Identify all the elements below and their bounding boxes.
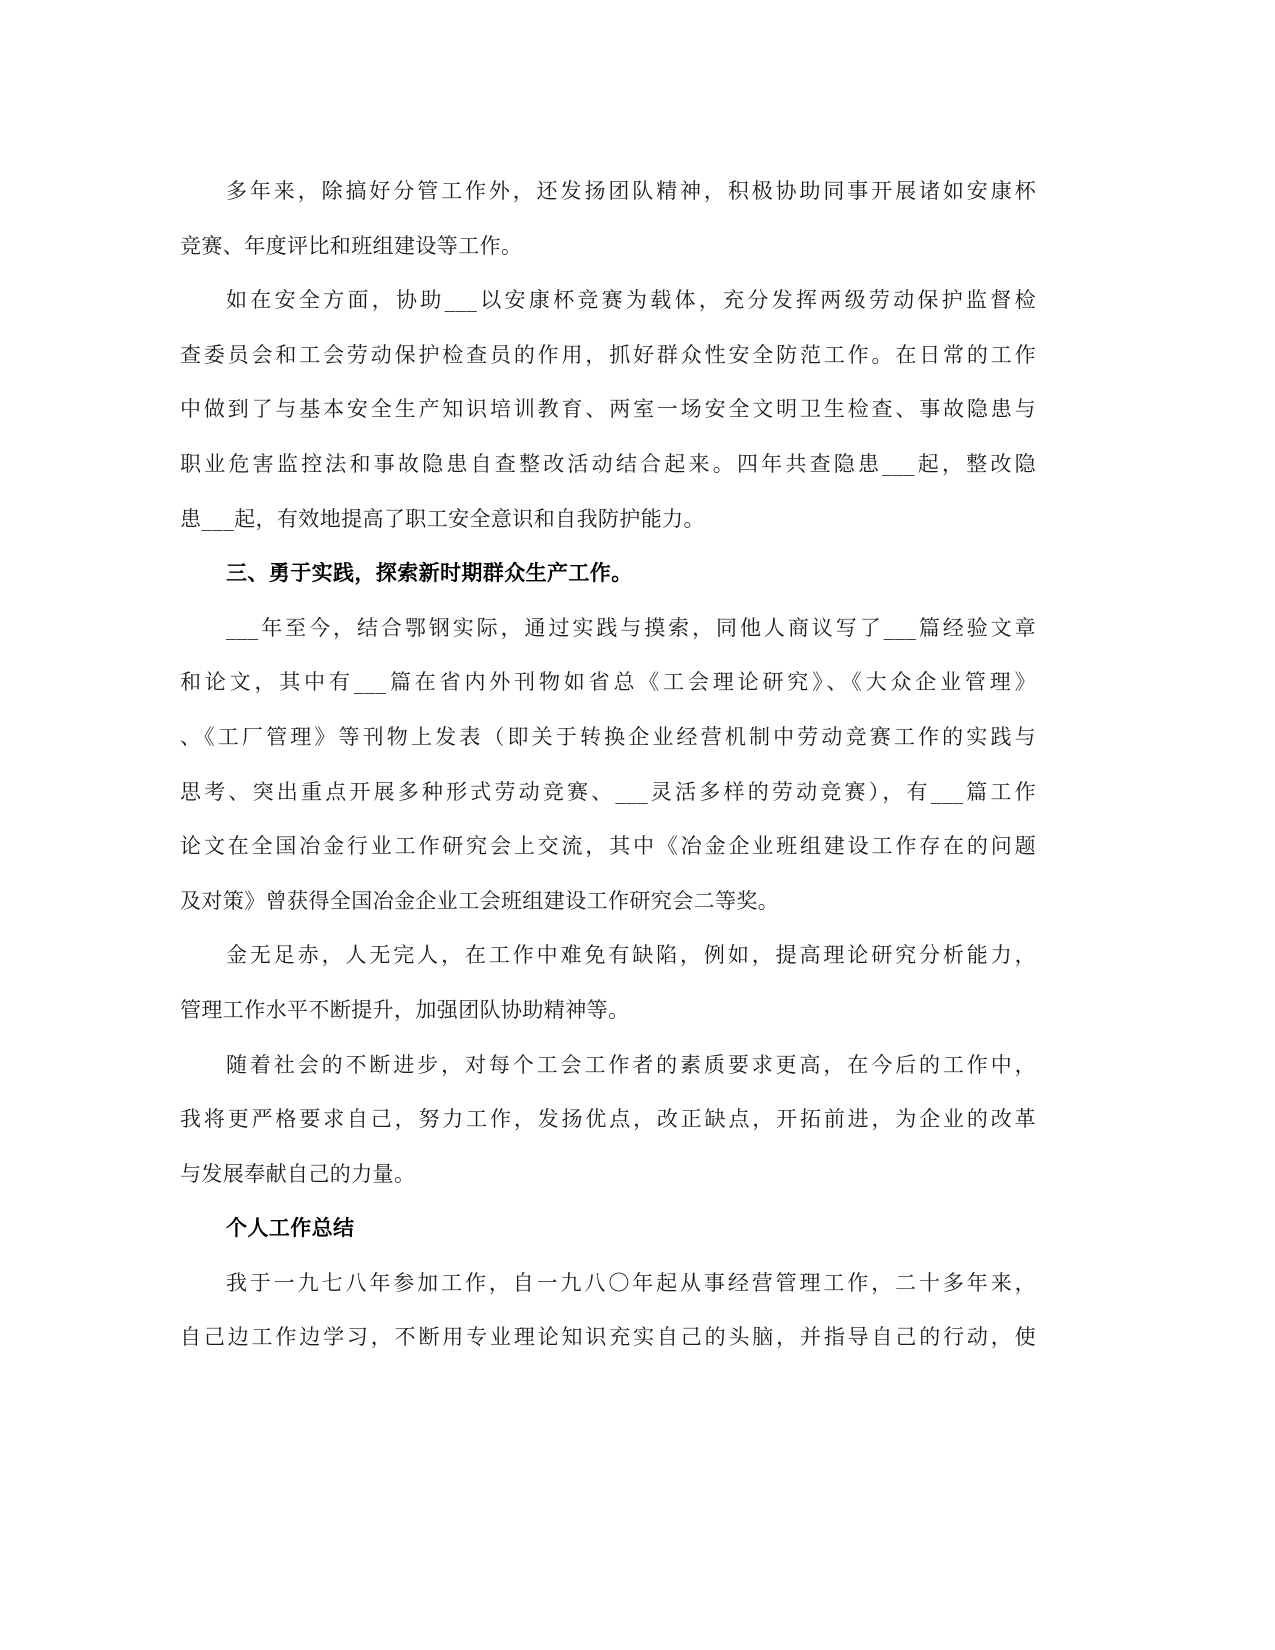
text-line: 我于一九七八年参加工作，自一九八〇年起从事经营管理工作，二十多年来， [226,1270,1036,1295]
text-line: 患___起，有效地提高了职工安全意识和自我防护能力。 [180,506,705,531]
text-line: 多年来，除搞好分管工作外，还发扬团队精神，积极协助同事开展诸如安康杯 [226,179,1036,203]
paragraph [180,1256,1036,1365]
text-line: 、《工厂管理》等刊物上发表（即关于转换企业经营机制中劳动竞赛工作的实践与 [180,724,1036,749]
text-line: 竞赛、年度评比和班组建设等工作。 [180,233,523,258]
text-line: 及对策》曾获得全国冶金企业工会班组建设工作研究会二等奖。 [180,888,780,913]
paragraph [180,273,1036,546]
text-line: 论文在全国冶金行业工作研究会上交流，其中《冶金企业班组建设工作存在的问题 [180,834,1036,859]
text-line: 思考、突出重点开展多种形式劳动竞赛、___灵活多样的劳动竞赛），有___篇工作 [180,779,1036,804]
text-line: ___年至今，结合鄂钢实际，通过实践与摸索，同他人商议写了___篇经验文章 [226,615,1036,640]
text-line: 随着社会的不断进步，对每个工会工作者的素质要求更高，在今后的工作中， [226,1052,1036,1077]
text-line: 我将更严格要求自己，努力工作，发扬优点，改正缺点，开拓前进，为企业的改革 [180,1107,1036,1132]
text-line: 中做到了与基本安全生产知识培训教育、两室一场安全文明卫生检查、事故隐患与 [180,397,1036,422]
text-line: 职业危害监控法和事故隐患自查整改活动结合起来。四年共查隐患___起，整改隐 [180,451,1036,476]
text-line: 自己边工作边学习，不断用专业理论知识充实自己的头脑，并指导自己的行动，使 [180,1325,1036,1350]
paragraph [180,1038,1036,1202]
text-line: 与发展奉献自己的力量。 [180,1161,416,1186]
heading-text: 三、勇于实践，探索新时期群众生产工作。 [226,561,633,586]
paragraph [180,601,1036,929]
paragraph [180,164,1036,273]
text-line: 和论文，其中有___篇在省内外刊物如省总《工会理论研究》、《大众企业管理》 [180,670,1036,695]
paragraph [180,928,1036,1037]
text-line: 管理工作水平不断提升，加强团队协助精神等。 [180,997,630,1022]
text-line: 金无足赤，人无完人，在工作中难免有缺陷，例如，提高理论研究分析能力， [226,943,1036,968]
heading-text: 个人工作总结 [226,1216,355,1241]
text-line: 如在安全方面，协助___以安康杯竞赛为载体，充分发挥两级劳动保护监督检 [226,288,1036,313]
section-heading [180,1201,1036,1256]
section-heading [180,546,1036,601]
document-body [180,164,1036,1365]
text-line: 查委员会和工会劳动保护检查员的作用，抓好群众性安全防范工作。在日常的工作 [180,342,1036,367]
